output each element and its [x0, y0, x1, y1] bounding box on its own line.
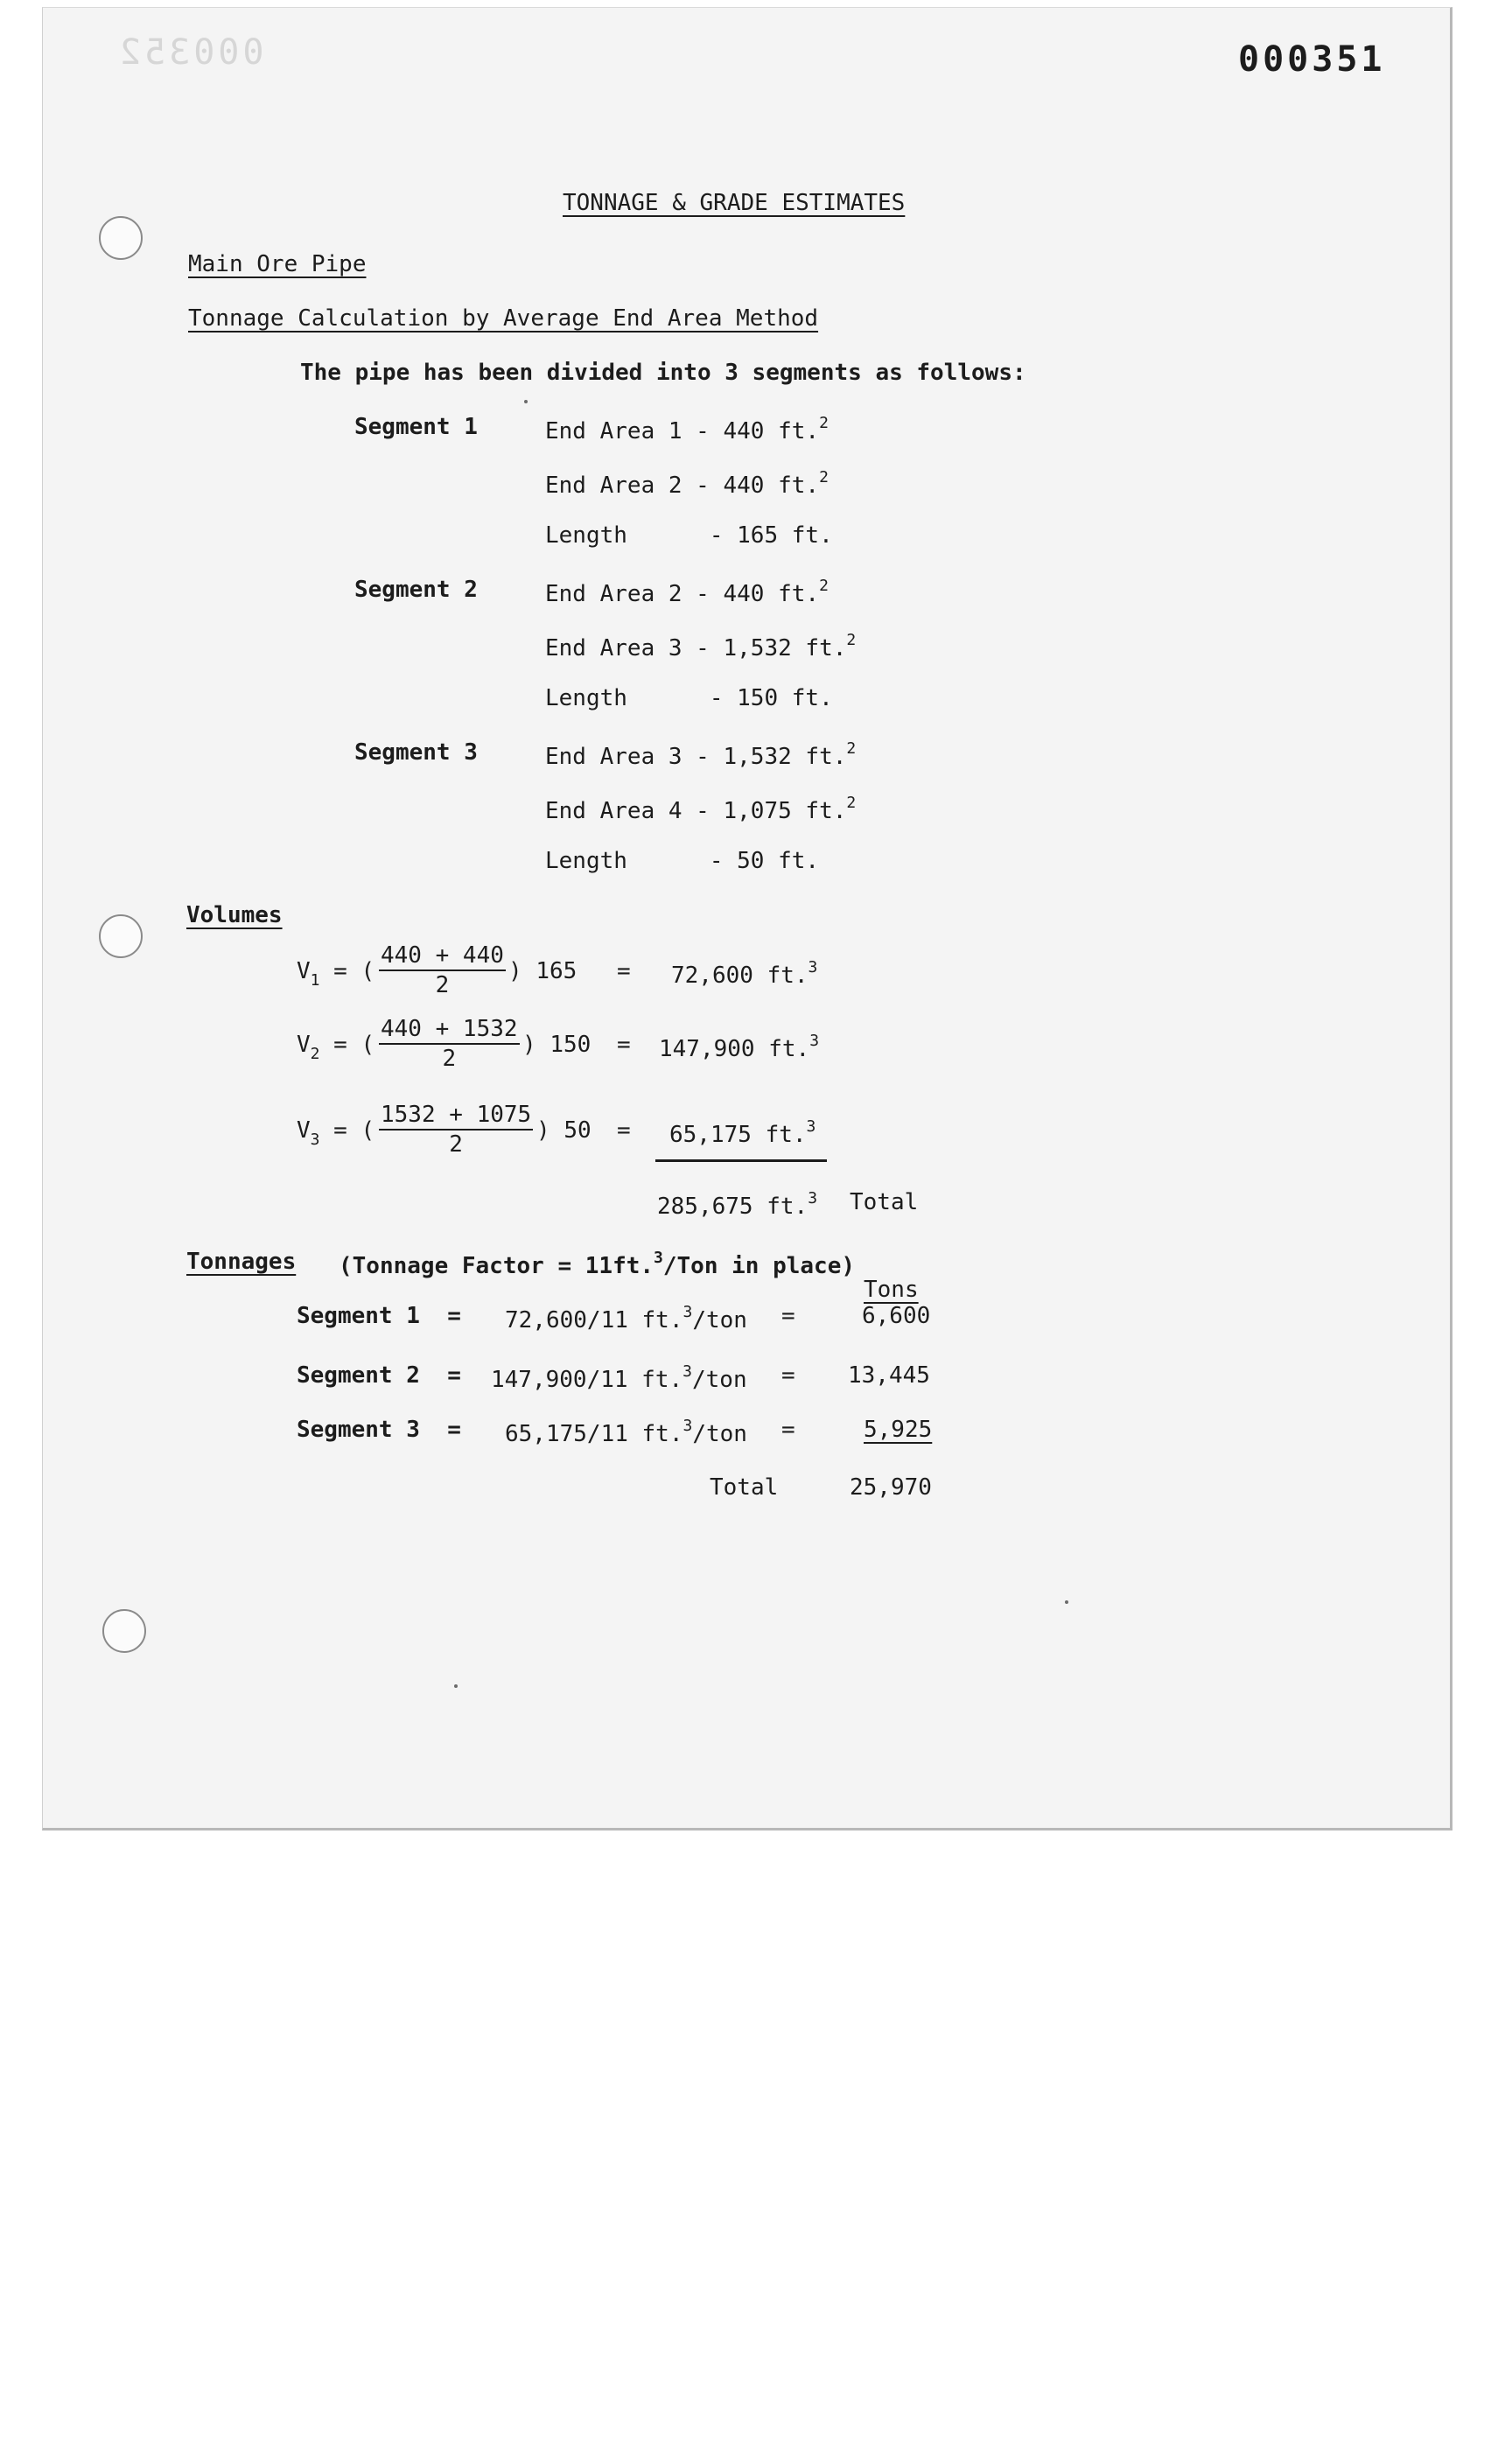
tonnage-segment-label: Segment 1 = [297, 1303, 461, 1329]
tonnage-segment-label: Segment 2 = [297, 1362, 461, 1389]
segment-label: Segment 3 [354, 739, 478, 766]
tonnage-factor: (Tonnage Factor = 11ft.$^3$/Ton in place) [339, 1249, 856, 1279]
sum-rule [655, 1159, 827, 1162]
tonnage-value: 5,925 [864, 1417, 933, 1443]
volume-symbol: $V_1$ = ( [297, 958, 375, 990]
segment-row: End Area 3 - 1,532 ft.$^2$ [545, 631, 857, 662]
volume-multiplier: ) 165 [508, 958, 578, 984]
volume-equals: = [617, 1117, 631, 1144]
segment-row: End Area 1 - 440 ft.$^2$ [545, 414, 829, 444]
binder-hole-bottom [102, 1609, 146, 1653]
document-page [42, 7, 1452, 1830]
segment-label: Segment 1 [354, 414, 478, 440]
segment-row: End Area 2 - 440 ft.$^2$ [545, 577, 829, 607]
page-number: 000351 [1238, 39, 1386, 80]
page-title: TONNAGE & GRADE ESTIMATES [563, 190, 906, 216]
volume-symbol: $V_2$ = ( [297, 1032, 375, 1063]
segment-label: Segment 2 [354, 577, 478, 603]
volume-fraction: $\frac{1532 + 1075}{2}$ [381, 1102, 532, 1158]
tonnage-total-label: Total [710, 1474, 779, 1501]
section-main-ore-pipe: Main Ore Pipe [188, 251, 367, 277]
volumes-heading: Volumes [186, 902, 283, 928]
scan-speck [1065, 1600, 1068, 1604]
volume-total-value: 285,675 ft.$^3$ [657, 1189, 818, 1220]
segment-row: Length - 50 ft. [545, 848, 820, 874]
tonnage-equals: = [781, 1362, 795, 1389]
segment-row: End Area 4 - 1,075 ft.$^2$ [545, 794, 857, 824]
tonnage-expression: 72,600/11 ft.$^3$/ton [505, 1303, 747, 1334]
tonnage-segment-label: Segment 3 = [297, 1417, 461, 1443]
scan-speck [454, 1684, 458, 1688]
tonnage-equals: = [781, 1417, 795, 1443]
scan-speck [524, 400, 528, 403]
tonnage-expression: 65,175/11 ft.$^3$/ton [505, 1417, 747, 1447]
volume-fraction: $\frac{440 + 1532}{2}$ [381, 1016, 518, 1072]
binder-hole-top [99, 216, 143, 260]
volume-equals: = [617, 958, 631, 984]
tonnage-expression: 147,900/11 ft.$^3$/ton [491, 1362, 747, 1393]
segment-row: End Area 3 - 1,532 ft.$^2$ [545, 739, 857, 770]
tonnage-total-value: 25,970 [850, 1474, 932, 1501]
volume-result: 72,600 ft.$^3$ [671, 958, 818, 989]
segment-row: Length - 150 ft. [545, 685, 833, 711]
section-method: Tonnage Calculation by Average End Area Method [188, 305, 819, 332]
tonnage-equals: = [781, 1303, 795, 1329]
tonnage-value: 13,445 [848, 1362, 930, 1389]
binder-hole-middle [99, 914, 143, 958]
volume-fraction: $\frac{440 + 440}{2}$ [381, 942, 504, 998]
volume-result: 147,900 ft.$^3$ [659, 1032, 820, 1062]
tonnages-heading: Tonnages [186, 1249, 297, 1275]
tonnage-value: 6,600 [862, 1303, 931, 1329]
volume-symbol: $V_3$ = ( [297, 1117, 375, 1149]
volume-multiplier: ) 50 [536, 1117, 592, 1144]
mirrored-page-number: 000352 [116, 32, 264, 73]
intro-text: The pipe has been divided into 3 segments as follows: [300, 360, 1026, 386]
volume-multiplier: ) 150 [522, 1032, 592, 1058]
tons-column-header: Tons [864, 1277, 919, 1303]
volume-total-label: Total [850, 1189, 919, 1215]
volume-result: 65,175 ft.$^3$ [669, 1117, 816, 1148]
segment-row: Length - 165 ft. [545, 522, 833, 549]
volume-equals: = [617, 1032, 631, 1058]
segment-row: End Area 2 - 440 ft.$^2$ [545, 468, 829, 499]
